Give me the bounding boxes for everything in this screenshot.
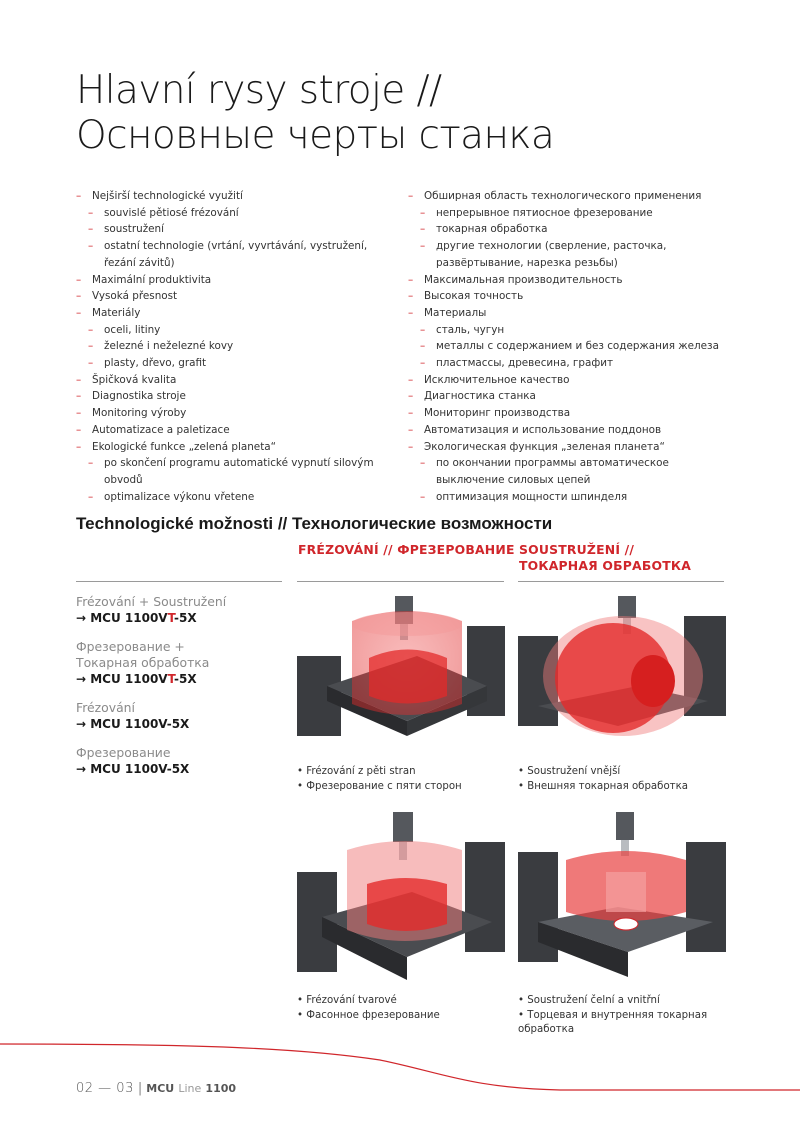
caption-line: • Фрезерование с пяти сторон <box>297 780 462 792</box>
features-list-czech <box>76 188 391 505</box>
footer-series: 1100 <box>205 1082 237 1095</box>
footer-brand: MCU <box>146 1082 175 1095</box>
face-turning-illustration <box>518 812 726 984</box>
turning-column-heading <box>519 542 691 574</box>
page-title-line-1: Hlavní rysy stroje // <box>76 68 442 113</box>
feature-item: – Диагностика станка <box>408 388 728 405</box>
feature-item: – Высокая точность <box>408 288 728 305</box>
caption-line: • Frézování tvarové <box>297 995 397 1006</box>
features-list-russian <box>408 188 728 505</box>
model-code: → MCU 1100VT-5X <box>76 672 197 686</box>
feature-item: – Мониторинг производства <box>408 405 728 422</box>
feature-item: – Автоматизация и использование поддонов <box>408 422 728 439</box>
divider-models <box>76 581 282 582</box>
model-item <box>76 700 286 732</box>
model-name-line-2: Токарная обработка <box>76 655 210 670</box>
divider-milling <box>297 581 504 582</box>
section-heading: Technologické možnosti // Технологические возможности <box>76 514 553 533</box>
feature-item: – Исключительное качество <box>408 372 728 389</box>
page-title <box>76 68 554 158</box>
feature-item: – Vysoká přesnost <box>76 288 391 305</box>
feature-subitem: – токарная обработка <box>408 221 728 238</box>
feature-item: – Обширная область технологического применения <box>408 188 728 205</box>
feature-item: – Nejširší technologické využití <box>76 188 391 205</box>
caption-five-side-milling <box>297 765 507 794</box>
caption-external-turning <box>518 765 728 794</box>
feature-item: – Monitoring výroby <box>76 405 391 422</box>
feature-subitem: – železné i neželezné kovy <box>76 338 391 355</box>
model-name: Фрезерование <box>76 745 171 760</box>
page-title-line-2: Основные черты станка <box>76 113 555 158</box>
feature-subitem: – металлы с содержанием и без содержания железа <box>408 338 728 355</box>
feature-subitem: – optimalizace výkonu vřetene <box>76 489 391 506</box>
caption-line: • Фасонное фрезерование <box>297 1009 440 1021</box>
feature-subitem: – po skončení programu automatické vypnutí silovým obvodů <box>76 455 391 488</box>
model-name: Frézování <box>76 700 135 715</box>
feature-item: – Экологическая функция „зеленая планета“ <box>408 439 728 456</box>
five-side-milling-illustration <box>297 596 505 746</box>
turning-heading-line-2: ТОКАРНАЯ ОБРАБОТКА <box>519 558 691 573</box>
page-numbers: 02 — 03 <box>76 1081 134 1096</box>
caption-line: • Frézování z pěti stran <box>297 766 416 777</box>
caption-line: обработка <box>518 1024 575 1035</box>
feature-item: – Maximální produktivita <box>76 272 391 289</box>
divider-turning <box>518 581 724 582</box>
feature-subitem: – plasty, dřevo, grafit <box>76 355 391 372</box>
feature-item: – Максимальная производительность <box>408 272 728 289</box>
model-name: Frézování + Soustružení <box>76 594 227 609</box>
feature-item: – Špičková kvalita <box>76 372 391 389</box>
feature-item: – Материалы <box>408 305 728 322</box>
feature-item: – Automatizace a paletizace <box>76 422 391 439</box>
feature-item: – Diagnostika stroje <box>76 388 391 405</box>
caption-shape-milling <box>297 994 507 1023</box>
feature-item: – Materiály <box>76 305 391 322</box>
feature-subitem: – непрерывное пятиосное фрезерование <box>408 205 728 222</box>
feature-subitem: – soustružení <box>76 221 391 238</box>
feature-subitem: – сталь, чугун <box>408 322 728 339</box>
feature-subitem: – oceli, litiny <box>76 322 391 339</box>
milling-column-heading <box>298 542 515 558</box>
caption-line: • Внешняя токарная обработка <box>518 780 689 792</box>
feature-subitem: – оптимизация мощности шпинделя <box>408 489 728 506</box>
model-code: → MCU 1100V-5X <box>76 762 190 776</box>
caption-line: • Soustružení vnější <box>518 766 621 777</box>
page-footer: 02 — 03 | MCU Line 1100 <box>76 1081 237 1096</box>
model-code: → MCU 1100VT-5X <box>76 611 197 625</box>
feature-subitem: – ostatní technologie (vrtání, vyvrtávání, vystružení, řezání závitů) <box>76 238 391 271</box>
model-code: → MCU 1100V-5X <box>76 717 190 731</box>
feature-subitem: – по окончании программы автоматическое выключение силовых цепей <box>408 455 728 488</box>
caption-line: • Торцевая и внутренняя токарная <box>518 1009 708 1021</box>
feature-subitem: – другие технологии (сверление, расточка, развёртывание, нарезка резьбы) <box>408 238 728 271</box>
milling-heading-text: FRÉZOVÁNÍ // ФРЕЗЕРОВАНИЕ <box>298 542 515 557</box>
feature-item: – Ekologické funkce „zelená planeta“ <box>76 439 391 456</box>
shape-milling-illustration <box>297 812 505 984</box>
footer-line-word: Line <box>178 1082 202 1095</box>
model-item <box>76 639 286 687</box>
caption-line: • Soustružení čelní a vnitřní <box>518 995 660 1006</box>
model-item <box>76 745 286 777</box>
feature-subitem: – пластмассы, древесина, графит <box>408 355 728 372</box>
model-name: Фрезерование + <box>76 639 185 654</box>
model-item <box>76 594 286 626</box>
model-list <box>76 594 286 790</box>
feature-subitem: – souvislé pětiosé frézování <box>76 205 391 222</box>
turning-heading-line-1: SOUSTRUŽENÍ // <box>519 542 635 557</box>
external-turning-illustration <box>518 596 726 746</box>
